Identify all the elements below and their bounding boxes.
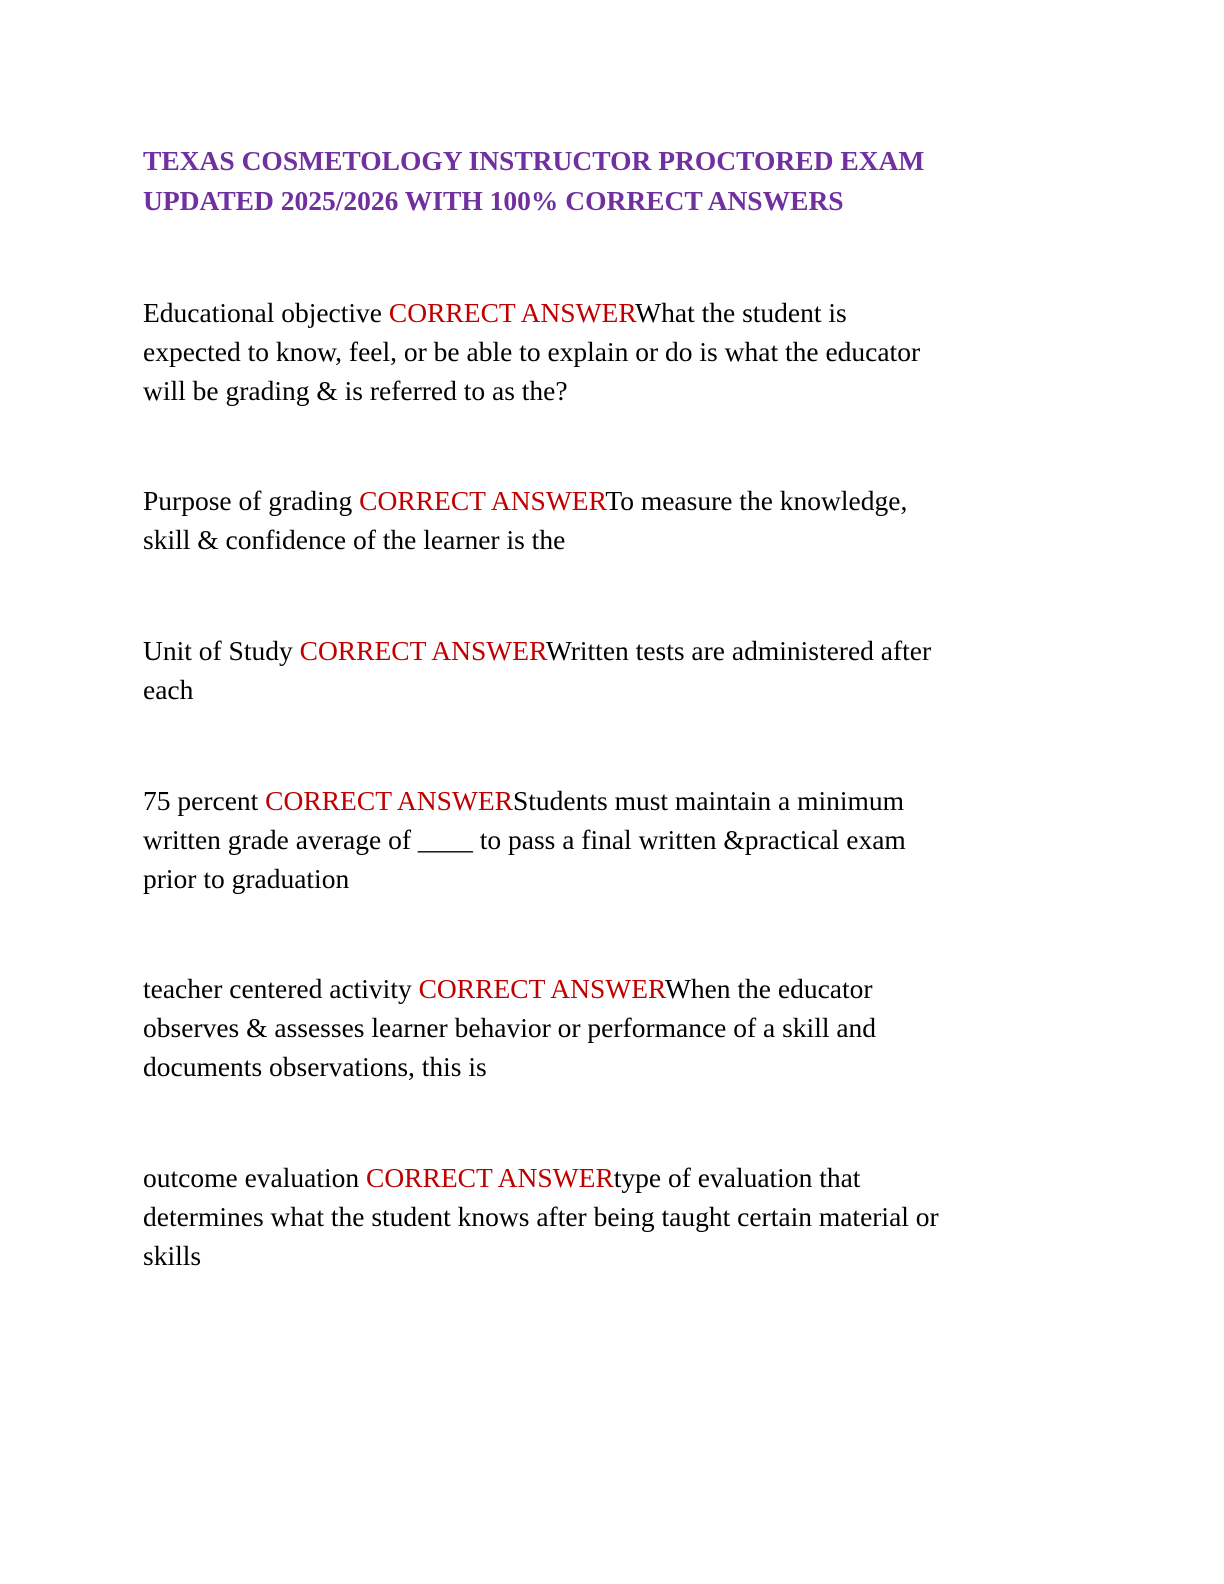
qa-line <box>143 293 1083 332</box>
qa-term: Purpose of grading <box>143 485 360 516</box>
qa-answer-line: expected to know, feel, or be able to explain or do is what the educator <box>143 336 921 367</box>
correct-answer-marker: CORRECT ANSWER <box>418 973 665 1004</box>
qa-answer-text: What the student is <box>635 297 847 328</box>
qa-item-outcome-evaluation <box>143 1158 1083 1275</box>
qa-item-75-percent <box>143 781 1083 898</box>
qa-answer-text: When the educator <box>664 973 873 1004</box>
qa-term: Unit of Study <box>143 635 300 666</box>
qa-answer-line: observes & assesses learner behavior or performance of a skill and <box>143 1012 877 1043</box>
document-title <box>143 141 1073 221</box>
qa-item-unit-of-study <box>143 631 1083 709</box>
qa-term: teacher centered activity <box>143 973 419 1004</box>
qa-line <box>143 631 1083 670</box>
qa-answer-line: written grade average of ____ to pass a final written &practical exam <box>143 824 906 855</box>
qa-item-purpose-of-grading <box>143 481 1083 559</box>
correct-answer-marker: CORRECT ANSWER <box>299 635 546 666</box>
qa-term: 75 percent <box>143 785 266 816</box>
qa-item-educational-objective <box>143 293 1083 410</box>
qa-term: Educational objective <box>143 297 389 328</box>
qa-line <box>143 969 1083 1008</box>
qa-line <box>143 1158 1083 1197</box>
correct-answer-marker: CORRECT ANSWER <box>365 1162 614 1193</box>
qa-answer-text: Written tests are administered after <box>545 635 932 666</box>
qa-answer-line: documents observations, this is <box>143 1051 487 1082</box>
qa-item-teacher-centered-activity <box>143 969 1083 1086</box>
qa-answer-line: prior to graduation <box>143 863 350 894</box>
qa-answer-line: skills <box>143 1240 202 1271</box>
correct-answer-marker: CORRECT ANSWER <box>359 485 606 516</box>
qa-answer-line: each <box>143 674 194 705</box>
qa-answer-text: Students must maintain a minimum <box>512 785 905 816</box>
qa-term: outcome evaluation <box>143 1162 366 1193</box>
qa-answer-text: To measure the knowledge, <box>605 485 908 516</box>
correct-answer-marker: CORRECT ANSWER <box>388 297 636 328</box>
qa-line <box>143 781 1083 820</box>
qa-answer-text: type of evaluation that <box>613 1162 861 1193</box>
qa-answer-line: skill & confidence of the learner is the <box>143 524 566 555</box>
title-line-2: UPDATED 2025/2026 WITH 100% CORRECT ANSWERS <box>143 185 844 216</box>
correct-answer-marker: CORRECT ANSWER <box>265 785 513 816</box>
qa-answer-line: determines what the student knows after being taught certain material or <box>143 1201 939 1232</box>
qa-answer-line: will be grading & is referred to as the? <box>143 375 568 406</box>
title-line-1: TEXAS COSMETOLOGY INSTRUCTOR PROCTORED EXAM <box>143 145 925 176</box>
qa-line <box>143 481 1083 520</box>
